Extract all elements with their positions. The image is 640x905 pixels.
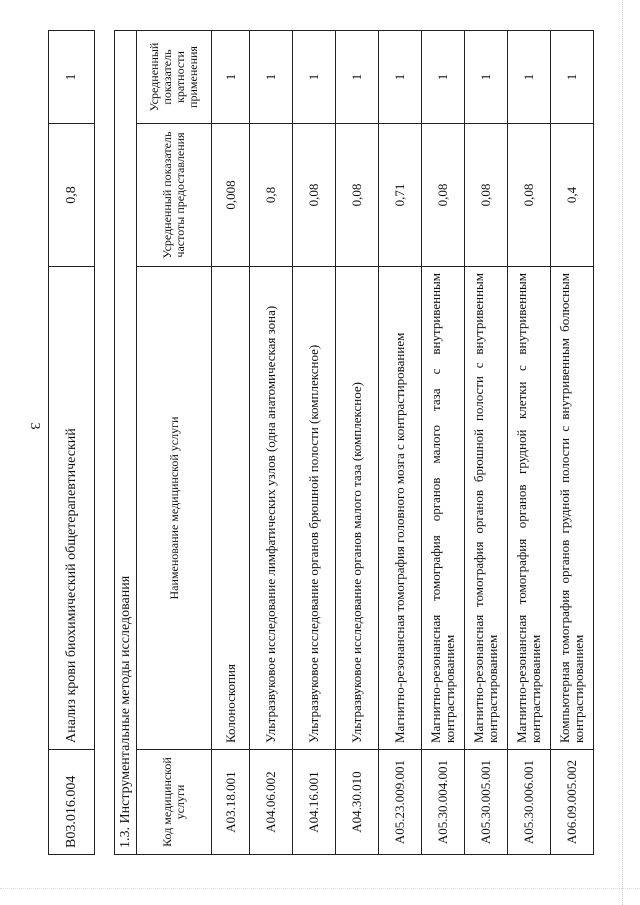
service-code: A05.30.004.001	[422, 750, 465, 855]
multiplicity-value: 1	[465, 31, 508, 124]
service-code: A03.18.001	[212, 750, 250, 855]
service-code: A05.30.006.001	[508, 750, 551, 855]
frequency-value: 0,8	[49, 124, 95, 267]
table-row	[293, 31, 336, 855]
frequency-value: 0,71	[379, 124, 422, 267]
service-code: A06.09.005.002	[551, 750, 594, 855]
service-code: A05.23.009.001	[379, 750, 422, 855]
section-title: 1.3. Инструментальные методы исследования	[115, 31, 137, 855]
frequency-value: 0,4	[551, 124, 594, 267]
table-row	[551, 31, 594, 855]
multiplicity-value: 1	[293, 31, 336, 124]
table-row	[379, 31, 422, 855]
service-name: Магнитно-резонансная томография головного мозга с контрастированием	[379, 267, 422, 750]
header-code: Код медицинской услуги	[137, 750, 212, 855]
section-title-row	[115, 31, 137, 855]
multiplicity-value: 1	[336, 31, 379, 124]
service-code: A04.06.002	[250, 750, 293, 855]
page-number: 3	[27, 422, 42, 430]
service-name: Магнитно-резонансная томография органов брюшной полости с внутривенным контрастированием	[465, 267, 508, 750]
frequency-value: 0,08	[422, 124, 465, 267]
scan-edge-bottom	[0, 888, 640, 890]
multiplicity-value: 1	[551, 31, 594, 124]
service-name: Компьютерная томография органов грудной полости с внутривенным болюсным контрастированием	[551, 267, 594, 750]
service-name: Колоноскопия	[212, 267, 250, 750]
frequency-value: 0,08	[293, 124, 336, 267]
scan-edge-right	[622, 0, 624, 905]
multiplicity-value: 1	[508, 31, 551, 124]
previous-table-row	[48, 30, 95, 855]
service-name: Ультразвуковое исследование органов брюшной полости (комплексное)	[293, 267, 336, 750]
header-multiplicity: Усредненный показатель кратности применения	[137, 31, 212, 124]
table-row	[465, 31, 508, 855]
service-code: A05.30.005.001	[465, 750, 508, 855]
frequency-value: 0,008	[212, 124, 250, 267]
frequency-value: 0,08	[336, 124, 379, 267]
multiplicity-value: 1	[49, 31, 95, 124]
multiplicity-value: 1	[212, 31, 250, 124]
multiplicity-value: 1	[379, 31, 422, 124]
header-row	[137, 31, 212, 855]
frequency-value: 0,08	[465, 124, 508, 267]
table-row	[212, 31, 250, 855]
service-name: Магнитно-резонансная томография органов малого таза с внутривенным контрастированием	[422, 267, 465, 750]
table-row	[250, 31, 293, 855]
service-name: Магнитно-резонансная томография органов грудной клетки с внутривенным контрастированием	[508, 267, 551, 750]
table-row	[49, 31, 95, 855]
frequency-value: 0,8	[250, 124, 293, 267]
service-code: A04.16.001	[293, 750, 336, 855]
instrumental-methods-table	[114, 30, 594, 855]
frequency-value: 0,08	[508, 124, 551, 267]
multiplicity-value: 1	[422, 31, 465, 124]
document-content	[48, 30, 594, 855]
multiplicity-value: 1	[250, 31, 293, 124]
service-name: Анализ крови биохимический общетерапевтический	[49, 267, 95, 750]
table-row	[422, 31, 465, 855]
header-name: Наименование медицинской услуги	[137, 267, 212, 750]
service-name: Ультразвуковое исследование органов малого таза (комплексное)	[336, 267, 379, 750]
header-frequency: Усредненный показатель частоты предоставления	[137, 124, 212, 267]
table-row	[336, 31, 379, 855]
service-name: Ультразвуковое исследование лимфатических узлов (одна анатомическая зона)	[250, 267, 293, 750]
table-row	[508, 31, 551, 855]
service-code: B03.016.004	[49, 750, 95, 855]
service-code: A04.30.010	[336, 750, 379, 855]
